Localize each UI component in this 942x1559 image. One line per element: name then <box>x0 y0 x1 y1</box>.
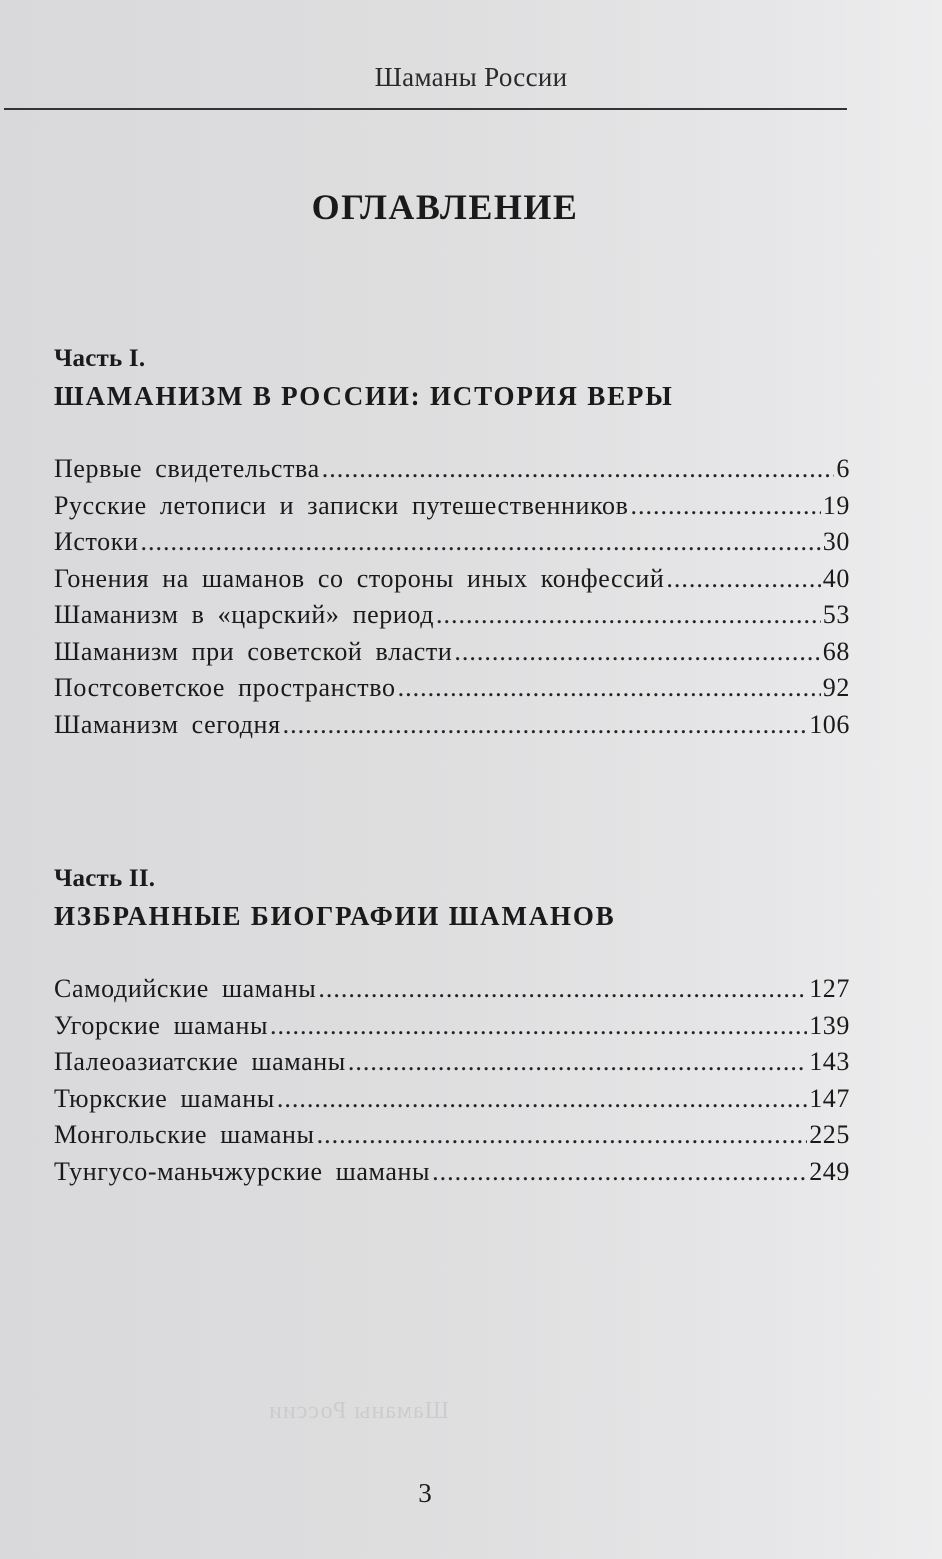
toc-entry[interactable] <box>54 1011 850 1048</box>
entry-title: Постсоветское пространство <box>54 673 396 702</box>
part-1-title: ШАМАНИЗМ В РОССИИ: ИСТОРИЯ ВЕРЫ <box>54 381 674 411</box>
toc-entry[interactable] <box>54 974 850 1011</box>
entry-title: Палеоазиатские шаманы <box>54 1047 346 1076</box>
dot-leader <box>432 1157 807 1187</box>
entry-page: 53 <box>822 600 850 629</box>
toc-entry[interactable] <box>54 1084 850 1121</box>
dot-leader <box>454 637 820 667</box>
entry-page: 143 <box>809 1047 850 1076</box>
toc-entry[interactable] <box>54 1047 850 1084</box>
entry-page: 30 <box>822 527 850 556</box>
toc-entry[interactable] <box>54 637 850 674</box>
entry-title: Монгольские шаманы <box>54 1120 315 1149</box>
toc-entry[interactable] <box>54 454 850 491</box>
entry-title: Первые свидетельства <box>54 454 320 483</box>
entry-page: 249 <box>809 1156 850 1186</box>
toc-entry[interactable] <box>54 1120 850 1157</box>
entry-page: 19 <box>822 490 850 520</box>
entry-page: 147 <box>809 1083 850 1113</box>
dot-leader <box>270 1011 807 1041</box>
toc-entry[interactable] <box>54 1157 850 1194</box>
entry-page: 68 <box>822 636 850 666</box>
toc-entry[interactable] <box>54 673 850 710</box>
toc-entry[interactable] <box>54 564 850 601</box>
entry-title: Самодийские шаманы <box>54 974 317 1003</box>
part-2-entries <box>54 974 850 1193</box>
entry-page: 127 <box>809 974 850 1003</box>
dot-leader <box>348 1047 807 1077</box>
running-head: Шаманы России <box>374 62 568 92</box>
page-number: 3 <box>418 1478 432 1508</box>
dot-leader <box>666 564 820 594</box>
dot-leader <box>322 454 835 484</box>
dot-leader <box>318 974 807 1004</box>
toc-entry[interactable] <box>54 600 850 637</box>
part-2-title: ИЗБРАННЫЕ БИОГРАФИИ ШАМАНОВ <box>54 901 616 931</box>
bleed-through-text: Шаманы России <box>268 1398 449 1424</box>
entry-title: Русские летописи и записки путешественников <box>54 490 629 520</box>
dot-leader <box>398 673 821 703</box>
entry-title: Истоки <box>54 527 139 556</box>
dot-leader <box>630 491 820 521</box>
part-2-label: Часть II. <box>54 865 156 892</box>
entry-title: Гонения на шаманов со стороны иных конфессий <box>54 563 665 593</box>
dot-leader <box>283 710 808 740</box>
toc-entry[interactable] <box>54 491 850 528</box>
header-rule <box>4 108 847 110</box>
dot-leader <box>317 1120 808 1150</box>
dot-leader <box>436 600 821 630</box>
entry-title: Шаманизм в «царский» период <box>54 600 435 629</box>
entry-title: Шаманизм сегодня <box>54 709 281 739</box>
entry-page: 225 <box>809 1120 850 1149</box>
toc-entry[interactable] <box>54 710 850 747</box>
toc-title: ОГЛАВЛЕНИЕ <box>311 187 579 227</box>
dot-leader <box>277 1084 807 1114</box>
entry-page: 139 <box>809 1010 850 1040</box>
entry-title: Тунгусо-маньчжурские шаманы <box>54 1156 431 1186</box>
part-1-label: Часть I. <box>54 345 146 372</box>
entry-page: 40 <box>822 563 850 593</box>
entry-title: Угорские шаманы <box>54 1010 269 1040</box>
entry-title: Шаманизм при советской власти <box>54 636 453 666</box>
entry-title: Тюркские шаманы <box>54 1083 275 1113</box>
entry-page: 6 <box>836 454 850 483</box>
toc-entry[interactable] <box>54 527 850 564</box>
entry-page: 106 <box>809 709 850 739</box>
entry-page: 92 <box>822 673 850 702</box>
part-1-entries <box>54 454 850 746</box>
dot-leader <box>140 527 820 557</box>
